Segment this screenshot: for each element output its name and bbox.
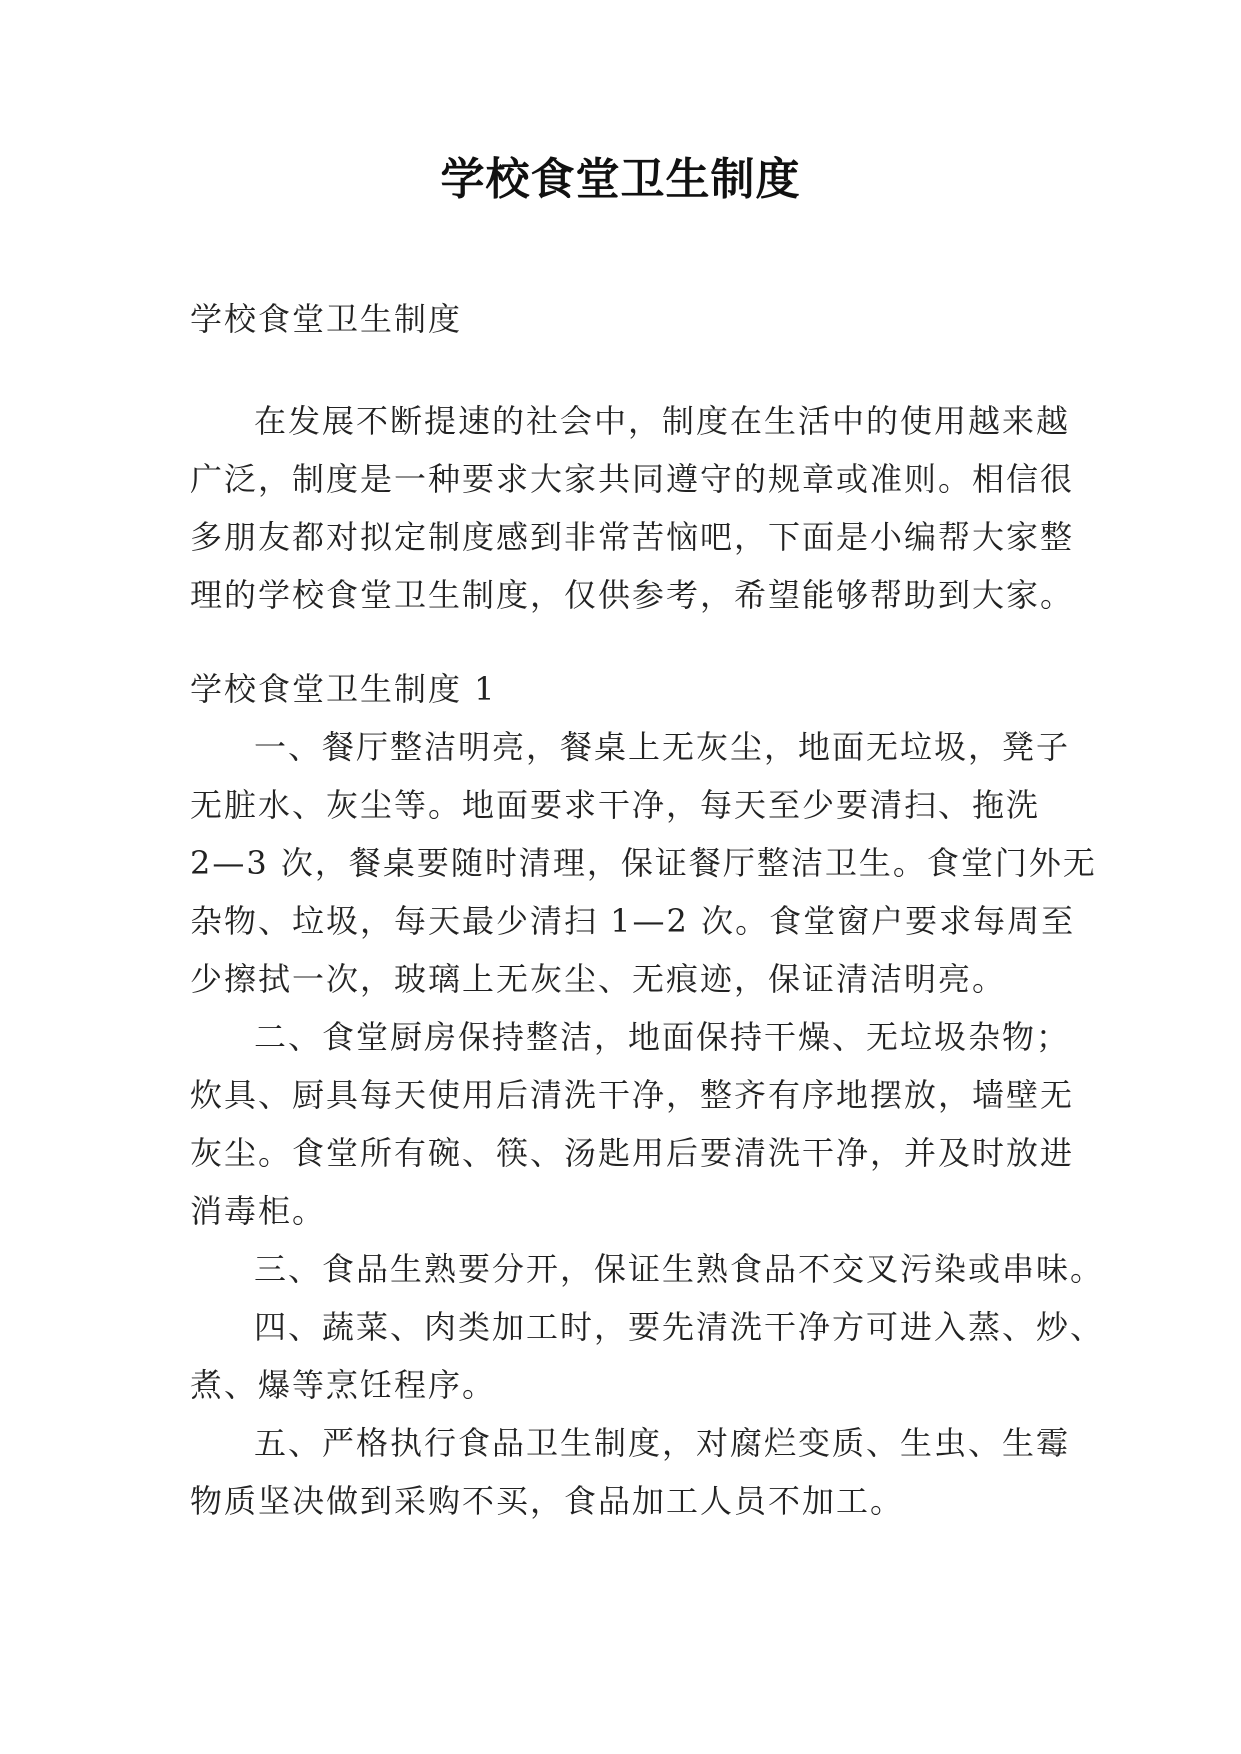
paragraph-line: 炊具、厨具每天使用后清洗干净，整齐有序地摆放，墙壁无 xyxy=(190,1076,1075,1114)
paragraph-line: 少擦拭一次，玻璃上无灰尘、无痕迹，保证清洁明亮。 xyxy=(190,960,1007,998)
paragraph-line: 煮、爆等烹饪程序。 xyxy=(190,1366,497,1404)
paragraph-line: 在发展不断提速的社会中，制度在生活中的使用越来越 xyxy=(254,402,1071,440)
paragraph-line: 灰尘。食堂所有碗、筷、汤匙用后要清洗干净，并及时放进 xyxy=(190,1134,1075,1172)
paragraph-line: 三、食品生熟要分开，保证生熟食品不交叉污染或串味。 xyxy=(254,1250,1105,1288)
rule-item-5 xyxy=(190,1414,1071,1530)
rule-item-4 xyxy=(190,1298,1105,1414)
rule-item-3 xyxy=(190,1240,1105,1298)
paragraph-line: 四、蔬菜、肉类加工时，要先清洗干净方可进入蒸、炒、 xyxy=(254,1308,1105,1346)
intro-paragraph xyxy=(190,392,1075,624)
paragraph-line: 二、食堂厨房保持整洁，地面保持干燥、无垃圾杂物； xyxy=(254,1018,1071,1056)
section-heading: 学校食堂卫生制度 1 xyxy=(190,670,497,708)
paragraph-line: 广泛，制度是一种要求大家共同遵守的规章或准则。相信很 xyxy=(190,460,1075,498)
paragraph-line: 一、餐厅整洁明亮，餐桌上无灰尘，地面无垃圾，凳子 xyxy=(254,728,1071,766)
paragraph-line: 物质坚决做到采购不买，食品加工人员不加工。 xyxy=(190,1482,905,1520)
paragraph-line: 多朋友都对拟定制度感到非常苦恼吧，下面是小编帮大家整 xyxy=(190,518,1075,556)
paragraph-line: 五、严格执行食品卫生制度，对腐烂变质、生虫、生霉 xyxy=(254,1424,1071,1462)
paragraph-line: 杂物、垃圾，每天最少清扫 1—2 次。食堂窗户要求每周至 xyxy=(190,902,1076,940)
paragraph-line: 理的学校食堂卫生制度，仅供参考，希望能够帮助到大家。 xyxy=(190,576,1075,614)
paragraph-line: 消毒柜。 xyxy=(190,1192,327,1230)
rule-item-1 xyxy=(190,718,1097,1008)
document-body xyxy=(190,290,1105,1530)
paragraph-line: 2—3 次，餐桌要随时清理，保证餐厅整洁卫生。食堂门外无 xyxy=(190,844,1097,882)
rule-item-2 xyxy=(190,1008,1075,1240)
document-title: 学校食堂卫生制度 xyxy=(440,154,801,205)
paragraph-line: 无脏水、灰尘等。地面要求干净，每天至少要清扫、拖洗 xyxy=(190,786,1041,824)
document-subtitle: 学校食堂卫生制度 xyxy=(190,300,463,338)
